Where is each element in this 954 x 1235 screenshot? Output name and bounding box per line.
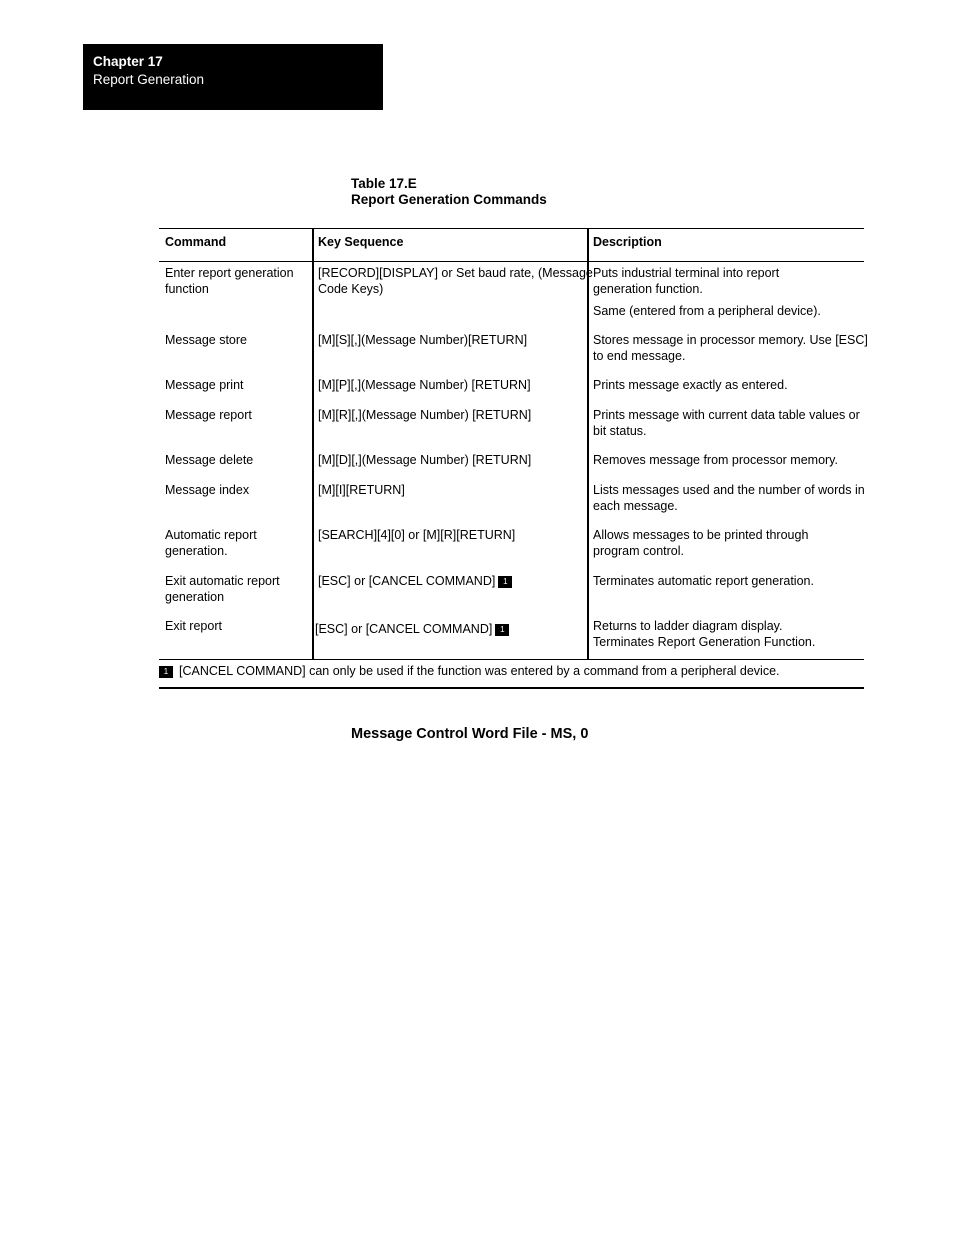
footnote-rule: [159, 687, 864, 689]
key-sequence-cell: [M][I][RETURN]: [318, 483, 405, 497]
description-line: Lists messages used and the number of words in: [593, 483, 865, 497]
table-caption: [351, 176, 547, 208]
description-cell: [593, 408, 860, 439]
description-cell: [593, 483, 865, 514]
key-sequence-cell: [315, 622, 509, 638]
footnote-marker: 1: [495, 624, 509, 636]
description-line: Allows messages to be printed through: [593, 528, 809, 542]
column-header-description: Description: [593, 235, 662, 249]
command-cell: Message report: [165, 408, 252, 422]
column-header-key-sequence: Key Sequence: [318, 235, 404, 249]
column-header-command: Command: [165, 235, 227, 249]
key-sequence-cell: [M][P][,](Message Number) [RETURN]: [318, 378, 531, 392]
command-cell: Message index: [165, 483, 250, 497]
description-line: generation function.: [593, 281, 703, 296]
table-bottom-rule: [159, 659, 864, 660]
description-cell: [593, 333, 868, 364]
command-cell: Message print: [165, 378, 244, 392]
key-sequence-cell: [318, 266, 593, 297]
table-footnote: [159, 664, 780, 680]
key-sequence-cell: [SEARCH][4][0] or [M][R][RETURN]: [318, 528, 516, 542]
table-top-rule: [159, 228, 864, 229]
command-cell: [165, 574, 280, 605]
column-divider: [312, 228, 314, 659]
chapter-title: Report Generation: [93, 72, 205, 87]
description-line: Stores message in processor memory. Use [ESC]: [593, 333, 868, 347]
description-line: Returns to ladder diagram display.: [593, 619, 783, 633]
header-rule: [159, 261, 864, 262]
table-number: Table 17.E: [351, 176, 417, 191]
description-line: Puts industrial terminal into report: [593, 266, 780, 280]
key-line: Code Keys): [318, 281, 384, 296]
command-cell: [165, 266, 294, 297]
description-line: Prints message with current data table values or: [593, 408, 860, 422]
chapter-header: [83, 44, 383, 110]
command-cell: Exit report: [165, 619, 222, 633]
command-cell: [165, 528, 257, 559]
key-sequence-cell: [M][S][,](Message Number)[RETURN]: [318, 333, 528, 347]
key-line: [ESC] or [CANCEL COMMAND]: [318, 574, 496, 588]
command-cell: Message store: [165, 333, 247, 347]
description-cell: Prints message exactly as entered.: [593, 378, 788, 392]
description-line: Terminates Report Generation Function.: [593, 634, 816, 649]
footnote-text: [CANCEL COMMAND] can only be used if the function was entered by a command from a peripheral device.: [179, 664, 780, 678]
command-line: Exit automatic report: [165, 574, 280, 588]
key-sequence-cell: [318, 574, 512, 590]
description-cell: Terminates automatic report generation.: [593, 574, 814, 588]
footnote-marker: 1: [498, 576, 512, 588]
command-line: function: [165, 281, 209, 296]
command-line: Automatic report: [165, 528, 257, 542]
description-line: program control.: [593, 543, 685, 558]
command-cell: Message delete: [165, 453, 254, 467]
description-line: to end message.: [593, 348, 686, 363]
command-line: Enter report generation: [165, 266, 294, 280]
description-cell: Removes message from processor memory.: [593, 453, 838, 467]
key-sequence-cell: [M][R][,](Message Number) [RETURN]: [318, 408, 532, 422]
command-line: generation: [165, 589, 225, 604]
key-line: [ESC] or [CANCEL COMMAND]: [315, 622, 493, 636]
command-line: generation.: [165, 543, 228, 558]
description-cell: [593, 619, 815, 650]
description-cell: [593, 528, 808, 559]
description-cell: Same (entered from a peripheral device).: [593, 304, 821, 318]
footnote-marker: 1: [159, 666, 173, 678]
key-line: [RECORD][DISPLAY] or Set baud rate, (Message: [318, 266, 593, 280]
table-title: Report Generation Commands: [351, 192, 547, 207]
description-line: each message.: [593, 498, 678, 513]
key-sequence-cell: [M][D][,](Message Number) [RETURN]: [318, 453, 532, 467]
description-cell: [593, 266, 779, 297]
section-heading: Message Control Word File - MS, 0: [351, 726, 589, 742]
description-line: bit status.: [593, 423, 647, 438]
chapter-number: Chapter 17: [93, 54, 163, 69]
